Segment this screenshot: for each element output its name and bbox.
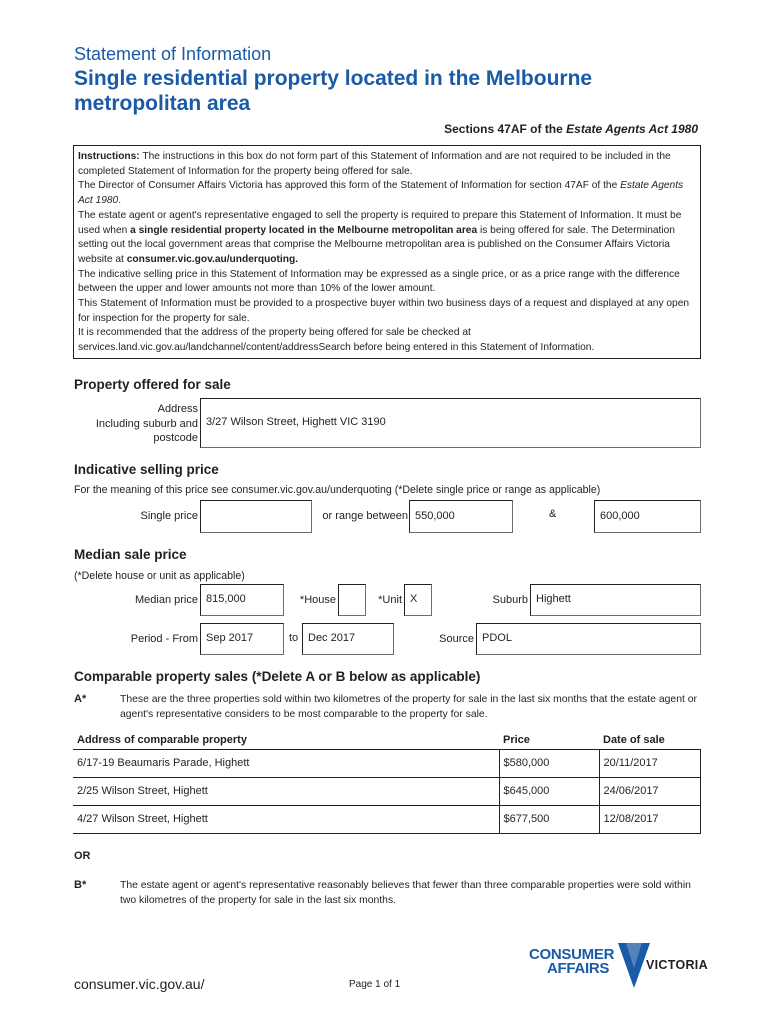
property-heading: Property offered for sale — [74, 377, 231, 392]
form-title: Single residential property located in the Melbourne metropolitan area — [74, 67, 593, 115]
instructions-p3-bold: a single residential property located in the Melbourne metropolitan area — [130, 224, 478, 236]
table-row — [73, 777, 701, 805]
instructions-p3-url[interactable]: consumer.vic.gov.au/underquoting. — [126, 253, 299, 265]
median-price-label: Median price — [135, 594, 198, 606]
row-price[interactable]: $580,000 — [499, 749, 599, 777]
period-to-field[interactable]: Dec 2017 — [302, 623, 394, 655]
comparable-table — [73, 731, 701, 834]
table-row — [73, 749, 701, 777]
source-field[interactable]: PDOL — [476, 623, 701, 655]
range-ampersand: & — [549, 508, 557, 520]
instructions-p6: It is recommended that the address of the property being offered for sale be checked at services.land.vic.gov.au/landchannel/content/addressSearch before being entered in this Statement of Information. — [78, 327, 595, 354]
option-a-label: A* — [74, 693, 87, 705]
form-subtitle: Statement of Information — [74, 44, 272, 64]
address-label-line2: Including suburb and — [95, 417, 198, 430]
row-date[interactable]: 24/06/2017 — [599, 777, 701, 805]
or-label: OR — [74, 850, 91, 862]
indicative-heading: Indicative selling price — [74, 462, 219, 477]
logo-victoria: VICTORIA — [646, 958, 708, 972]
column-date: Date of sale — [603, 733, 665, 746]
footer-url[interactable]: consumer.vic.gov.au/ — [74, 976, 205, 992]
sections-reference — [444, 122, 698, 136]
unit-label: *Unit — [378, 594, 402, 606]
instructions-p3-a: The estate agent or agent's representative engaged to sell the property is required to prepare this Statement of Information. It must be used when — [78, 209, 682, 236]
suburb-field[interactable]: Highett — [530, 584, 701, 616]
range-low-field[interactable]: 550,000 — [409, 500, 513, 533]
logo-consumer: CONSUMER — [529, 946, 615, 963]
instructions-box — [73, 145, 701, 359]
row-address[interactable]: 4/27 Wilson Street, Highett — [73, 805, 499, 833]
sections-act: Estate Agents Act 1980 — [566, 122, 698, 136]
period-label: Period - From — [130, 633, 198, 645]
address-field[interactable]: 3/27 Wilson Street, Highett VIC 3190 — [200, 398, 701, 448]
instructions-p2-text: The Director of Consumer Affairs Victoria has approved this form of the Statement of Information for section 47AF of the — [78, 180, 621, 192]
row-price[interactable]: $645,000 — [499, 777, 599, 805]
range-label: or range between — [322, 510, 408, 522]
single-price-label: Single price — [140, 510, 198, 522]
indicative-note: For the meaning of this price see consumer.vic.gov.au/underquoting (*Delete single price or range as applicable) — [74, 484, 601, 496]
option-a-text: These are the three properties sold within two kilometres of the property for sale in the last six months that the estate agent or agent's representative considers to be most comparable to the property for sale. — [120, 694, 697, 720]
period-to-label: to — [289, 632, 299, 644]
instructions-p3 — [78, 209, 694, 268]
median-price-field[interactable]: 815,000 — [200, 584, 284, 616]
row-address[interactable]: 6/17-19 Beaumaris Parade, Highett — [73, 749, 499, 777]
column-price: Price — [503, 733, 530, 746]
logo-affairs: AFFAIRS — [547, 960, 610, 977]
instructions-label: Instructions: — [78, 151, 140, 162]
row-date[interactable]: 12/08/2017 — [599, 805, 701, 833]
median-heading: Median sale price — [74, 547, 187, 562]
period-from-field[interactable]: Sep 2017 — [200, 623, 284, 655]
column-address: Address of comparable property — [77, 733, 247, 746]
instructions-p2-act: Estate Agents Act 1980 — [78, 180, 684, 207]
row-date[interactable]: 20/11/2017 — [599, 749, 701, 777]
comparable-heading: Comparable property sales (*Delete A or B below as applicable) — [74, 669, 481, 684]
option-b-label: B* — [74, 879, 87, 891]
instructions-p1 — [78, 150, 694, 179]
source-label: Source — [439, 633, 474, 645]
table-row — [73, 805, 701, 833]
unit-field[interactable]: X — [404, 584, 432, 616]
instructions-p3-b: is being offered for sale. The Determination setting out the local government areas that comprise the Melbourne metropolitan area is published on the Consumer Affairs Victoria website at — [78, 224, 675, 265]
single-price-field[interactable] — [200, 500, 312, 533]
comparable-header-row — [73, 731, 701, 749]
instructions-p1-text: The instructions in this box do not form part of this Statement of Information and are not required to be included in the completed Statement of Information for the property being offered for sale. — [78, 151, 671, 177]
instructions-p4: The indicative selling price in this Statement of Information may be expressed as a single price, or as a price range with the difference between the upper and lower amounts not more than 10% of the lower amount. — [78, 268, 680, 295]
row-price[interactable]: $677,500 — [499, 805, 599, 833]
sections-prefix: Sections 47AF of the — [444, 122, 567, 136]
address-label-line3: postcode — [153, 432, 198, 444]
instructions-p2 — [78, 179, 694, 208]
house-field[interactable] — [338, 584, 366, 616]
address-label-line1: Address — [157, 403, 198, 415]
house-label: *House — [299, 594, 336, 606]
address-label — [74, 402, 198, 446]
row-address[interactable]: 2/25 Wilson Street, Highett — [73, 777, 499, 805]
instructions-p2-end: . — [118, 195, 122, 207]
median-note: (*Delete house or unit as applicable) — [74, 570, 245, 582]
instructions-p5: This Statement of Information must be provided to a prospective buyer within two business days of a request and displayed at any open for inspection for the property for sale. — [78, 298, 690, 324]
page-number: Page 1 of 1 — [349, 979, 401, 990]
range-high-field[interactable]: 600,000 — [594, 500, 701, 533]
suburb-label: Suburb — [492, 594, 528, 606]
option-b-text: The estate agent or agent's representative reasonably believes that fewer than three comparable properties were sold within two kilometres of the property for sale in the last six months. — [120, 880, 691, 906]
